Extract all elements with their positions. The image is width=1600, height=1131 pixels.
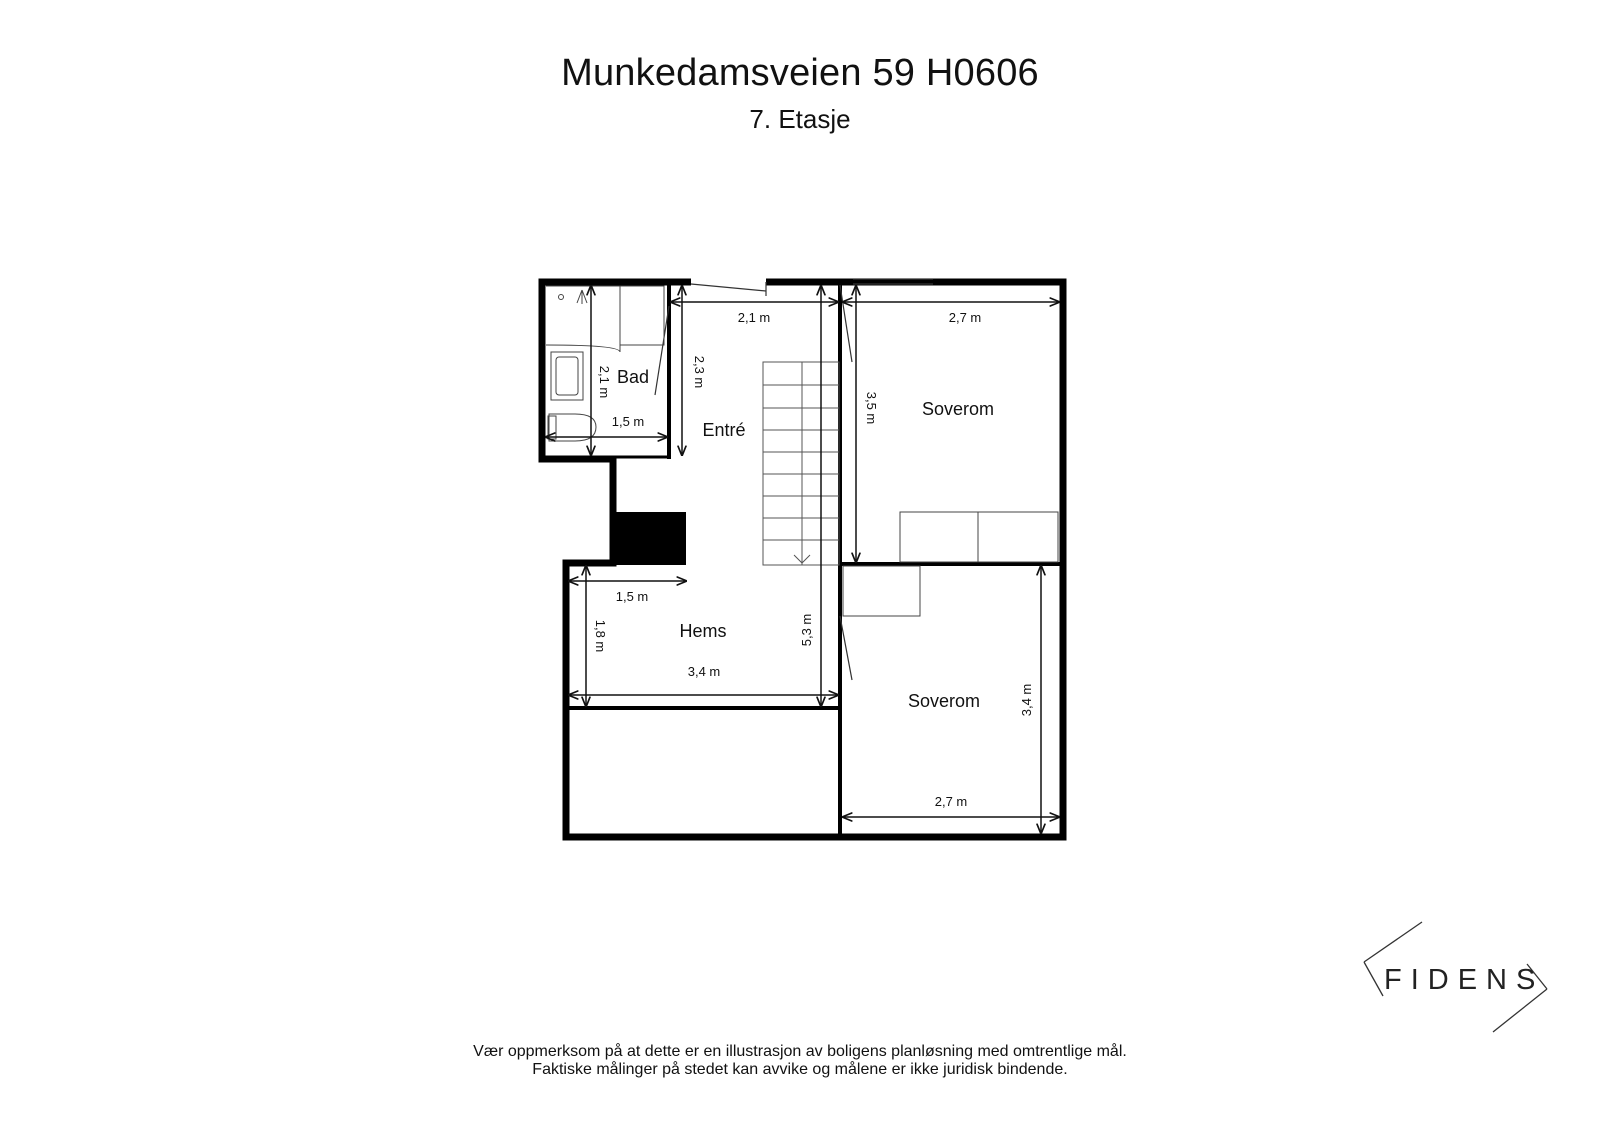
label-bad-width: 1,5 m — [611, 414, 645, 429]
label-soverom-top-depth: 3,5 m — [864, 391, 879, 425]
disclaimer — [0, 1043, 1600, 1079]
room-label-hems: Hems — [679, 621, 727, 641]
room-label-soverom-top: Soverom — [921, 399, 995, 419]
disclaimer-line-2: Faktiske målinger på stedet kan avvike og målene er ikke juridisk bindende. — [532, 1061, 1068, 1078]
room-label-bad: Bad — [616, 367, 650, 387]
bath-counter — [620, 286, 664, 345]
wardrobe-top-2 — [978, 512, 1058, 562]
label-total-depth: 5,3 m — [799, 613, 814, 647]
label-soverom-top-width: 2,7 m — [948, 310, 982, 325]
label-entre-width: 2,1 m — [737, 310, 771, 325]
entry-door — [691, 282, 766, 296]
label-entre-depth: 2,3 m — [692, 355, 707, 389]
fidens-logo — [1364, 922, 1547, 1032]
page-title: Munkedamsveien 59 H0606 — [561, 52, 1039, 94]
staircase — [763, 362, 839, 565]
wardrobe-bottom — [843, 566, 920, 616]
room-label-entre: Entré — [702, 420, 746, 440]
floor-subtitle: 7. Etasje — [749, 104, 851, 134]
label-soverom-bottom-width: 2,7 m — [934, 794, 968, 809]
shower — [546, 286, 620, 352]
wardrobe-top-1 — [900, 512, 978, 562]
label-hems-small-width: 1,5 m — [615, 589, 649, 604]
disclaimer-line-1: Vær oppmerksom på at dette er en illustrasjon av boligens planløsning med omtrentlige mål. — [473, 1043, 1127, 1060]
label-hems-depth: 1,8 m — [593, 619, 608, 653]
logo-text: FIDENS — [1384, 964, 1545, 996]
shaft-block — [613, 512, 686, 565]
label-soverom-bottom-depth: 3,4 m — [1019, 683, 1034, 717]
label-hems-width: 3,4 m — [687, 664, 721, 679]
label-bad-height: 2,1 m — [597, 365, 612, 399]
room-label-soverom-bottom: Soverom — [907, 691, 981, 711]
bathroom-fixtures — [546, 286, 664, 441]
